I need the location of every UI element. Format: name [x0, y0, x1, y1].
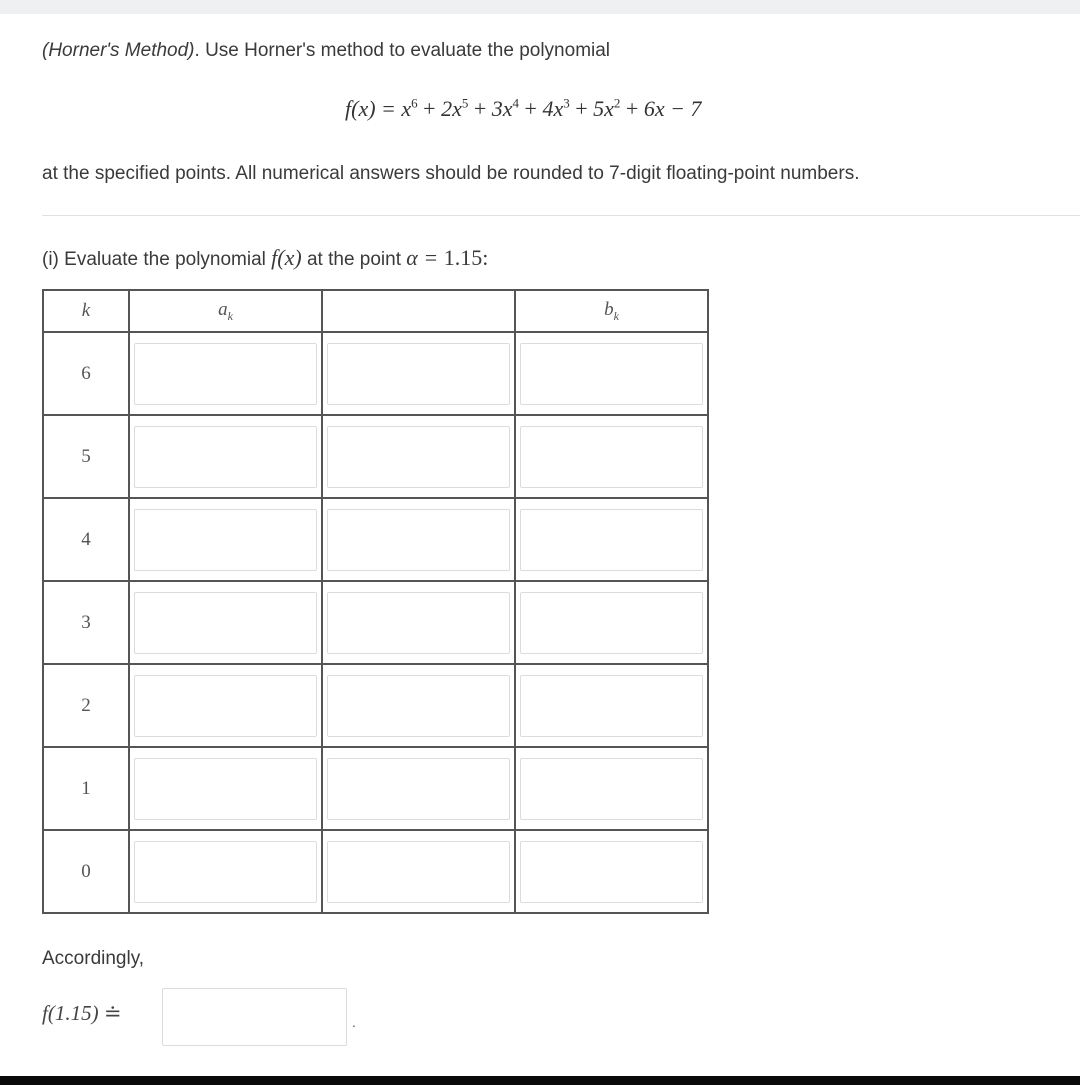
- middle-input[interactable]: [327, 343, 510, 405]
- b-input[interactable]: [520, 343, 703, 405]
- fx-symbol: f(x): [271, 245, 302, 270]
- formula-tail: 6x − 7: [643, 96, 702, 121]
- table-row: [43, 332, 708, 415]
- problem-title-italic: (Horner's Method): [42, 40, 195, 61]
- k-cell: 1: [43, 747, 129, 830]
- result-label: f(1.15) ≐: [42, 1001, 122, 1025]
- polynomial-formula: [345, 96, 701, 122]
- alpha-value: 1.15: [443, 245, 483, 270]
- term-4: $4x^3$ +: [542, 95, 594, 121]
- middle-input[interactable]: [327, 592, 510, 654]
- table-row: [43, 581, 708, 664]
- b-input[interactable]: [520, 509, 703, 571]
- k-cell: 5: [43, 415, 129, 498]
- b-input[interactable]: [520, 758, 703, 820]
- table-row: [43, 664, 708, 747]
- a-input[interactable]: [134, 841, 317, 903]
- table-row: [43, 830, 708, 913]
- term-3: $3x^4$ +: [491, 95, 543, 121]
- a-input[interactable]: [134, 592, 317, 654]
- horner-table: [42, 289, 709, 914]
- header-b: $b_k$: [515, 290, 708, 332]
- k-cell: 4: [43, 498, 129, 581]
- k-cell: 6: [43, 332, 129, 415]
- section-divider: [42, 215, 1080, 216]
- a-input[interactable]: [134, 426, 317, 488]
- term-2: $2x^5$ +: [441, 95, 492, 121]
- rounding-note: at the specified points. All numerical answers should be rounded to 7-digit floating-point numbers.: [42, 163, 860, 184]
- conclusion-text: Accordingly,: [42, 948, 145, 969]
- a-input[interactable]: [134, 343, 317, 405]
- problem-title-text: . Use Horner's method to evaluate the polynomial: [194, 40, 611, 61]
- term-1: $x^6$ +: [401, 95, 442, 121]
- top-bar: [0, 0, 1080, 14]
- problem-intro: [42, 38, 610, 64]
- k-cell: 0: [43, 830, 129, 913]
- middle-input[interactable]: [327, 426, 510, 488]
- bottom-bar: [0, 1076, 1080, 1085]
- b-input[interactable]: [520, 675, 703, 737]
- table-row: [43, 498, 708, 581]
- header-blank: [322, 290, 515, 332]
- alpha-symbol: α =: [406, 245, 444, 270]
- header-k: k: [43, 290, 129, 332]
- part-i-question: (i) Evaluate the polynomial f(x) at the point α = 1.15:: [42, 245, 489, 270]
- result-input[interactable]: [162, 988, 347, 1046]
- table-row: [43, 415, 708, 498]
- a-input[interactable]: [134, 509, 317, 571]
- b-input[interactable]: [520, 426, 703, 488]
- middle-input[interactable]: [327, 758, 510, 820]
- a-input[interactable]: [134, 758, 317, 820]
- formula-lhs: f(x) =: [345, 96, 402, 121]
- middle-input[interactable]: [327, 841, 510, 903]
- term-5: $5x^2$ +: [593, 95, 644, 121]
- result-period: .: [352, 1014, 356, 1030]
- a-input[interactable]: [134, 675, 317, 737]
- header-a: $a_k$: [129, 290, 322, 332]
- table-row: [43, 747, 708, 830]
- k-cell: 2: [43, 664, 129, 747]
- b-input[interactable]: [520, 592, 703, 654]
- middle-input[interactable]: [327, 509, 510, 571]
- middle-input[interactable]: [327, 675, 510, 737]
- k-cell: 3: [43, 581, 129, 664]
- b-input[interactable]: [520, 841, 703, 903]
- table-header-row: [43, 290, 708, 332]
